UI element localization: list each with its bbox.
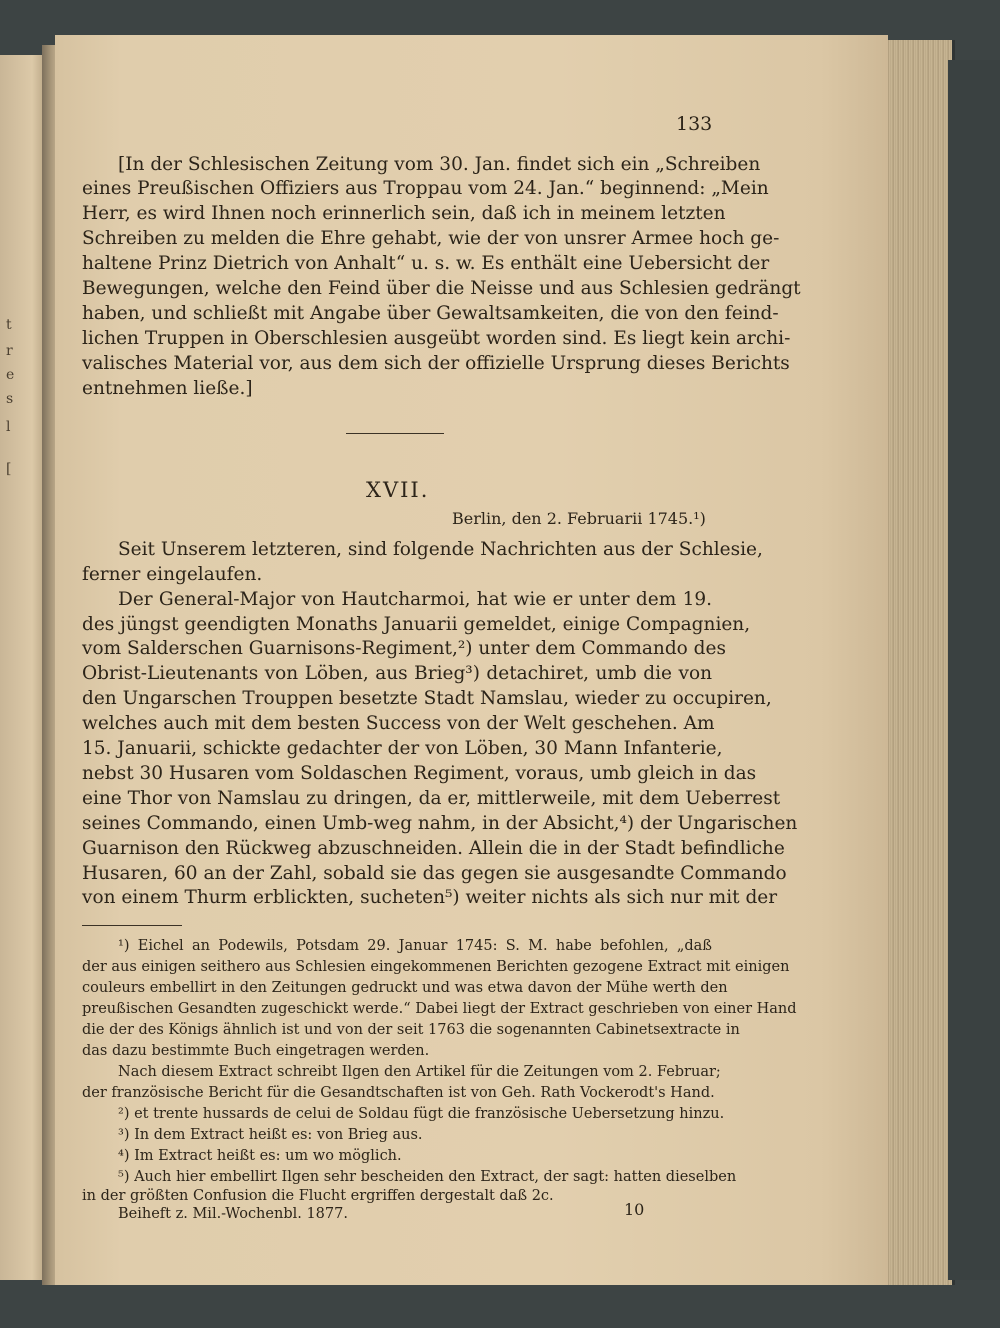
page-number: 133 <box>676 113 713 135</box>
paragraph-line: eine Thor von Namslau zu dringen, da er, mittlerweile, mit dem Ueberrest <box>82 788 781 809</box>
footer-signature: Beiheft z. Mil.-Wochenbl. 1877. <box>118 1206 348 1222</box>
left-page-fragment: e <box>6 367 15 383</box>
footnote-line: der aus einigen seithero aus Schlesien eingekommenen Berichten gezogene Extract mit einigen <box>82 959 790 975</box>
intro-line: lichen Truppen in Oberschlesien ausgeübt worden sind. Es liegt kein archi- <box>82 328 791 349</box>
intro-line: haltene Prinz Dietrich von Anhalt“ u. s. w. Es enthält eine Uebersicht der <box>82 253 770 274</box>
intro-line: eines Preußischen Offiziers aus Troppau vom 24. Jan.“ beginnend: „Mein <box>82 178 769 199</box>
paragraph-line: 15. Januarii, schickte gedachter der von Löben, 30 Mann Infanterie, <box>82 738 723 759</box>
footnote-3: ³) In dem Extract heißt es: von Brieg aus. <box>118 1127 423 1143</box>
paragraph-line: Husaren, 60 an der Zahl, sobald sie das gegen sie ausgesandte Commando <box>82 863 787 884</box>
left-page-fragment: t <box>6 317 12 333</box>
footnote-line: Nach diesem Extract schreibt Ilgen den Artikel für die Zeitungen vom 2. Februar; <box>118 1064 721 1080</box>
footnote-5: ⁵) Auch hier embellirt Ilgen sehr bescheiden den Extract, der sagt: hatten dieselben <box>118 1169 737 1185</box>
intro-line: Schreiben zu melden die Ehre gehabt, wie der von unsrer Armee hoch ge- <box>82 228 780 249</box>
footnote-line: preußischen Gesandten zugeschickt werde.“ Dabei liegt der Extract geschrieben von einer Hand <box>82 1001 797 1017</box>
footnote-rule <box>82 925 182 926</box>
footnote-5: in der größten Confusion die Flucht ergriffen dergestalt daß 2c. <box>82 1188 554 1204</box>
footer-sheet-number: 10 <box>624 1200 645 1219</box>
paragraph-line: nebst 30 Husaren vom Soldaschen Regiment, voraus, umb gleich in das <box>82 763 757 784</box>
intro-line: Herr, es wird Ihnen noch erinnerlich sein, daß ich in meinem letzten <box>82 203 726 224</box>
page-edges <box>880 40 955 1285</box>
left-page-fragment: l <box>6 419 11 435</box>
left-page-fragment: [ <box>6 461 12 477</box>
footnote-2: ²) et trente hussards de celui de Soldau fügt die französische Uebersetzung hinzu. <box>118 1106 725 1122</box>
footnote-line: der französische Bericht für die Gesandtschaften ist von Geh. Rath Vockerodt's Hand. <box>82 1085 715 1101</box>
left-page-fragment: r <box>6 343 13 359</box>
intro-line: haben, und schließt mit Angabe über Gewaltsamkeiten, die von den feind- <box>82 303 779 324</box>
paragraph-line: ferner eingelaufen. <box>82 564 263 585</box>
footnote-line: die der des Königs ähnlich ist und von der seit 1763 die sogenannten Cabinetsextracte in <box>82 1022 740 1038</box>
intro-line: [In der Schlesischen Zeitung vom 30. Jan. findet sich ein „Schreiben <box>118 154 761 175</box>
paragraph-line: Guarnison den Rückweg abzuschneiden. Allein die in der Stadt befindliche <box>82 838 785 859</box>
paragraph-line: von einem Thurm erblickten, sucheten⁵) weiter nichts als sich nur mit der <box>82 887 778 908</box>
paragraph-line: Obrist-Lieutenants von Löben, aus Brieg³) detachiret, umb die von <box>82 663 712 684</box>
section-separator <box>346 433 444 434</box>
footnote-line: ¹) Eichel an Podewils, Potsdam 29. Januar 1745: S. M. habe befohlen, „daß <box>118 938 712 954</box>
paragraph-line: Seit Unserem letzteren, sind folgende Nachrichten aus der Schlesie, <box>118 539 763 560</box>
paragraph-line: des jüngst geendigten Monaths Januarii gemeldet, einige Compagnien, <box>82 614 751 635</box>
intro-line: valisches Material vor, aus dem sich der offizielle Ursprung dieses Berichts <box>82 353 790 374</box>
paragraph-line: seines Commando, einen Umb-weg nahm, in der Absicht,⁴) der Ungarischen <box>82 813 798 834</box>
paragraph-line: Der General-Major von Hautcharmoi, hat wie er unter dem 19. <box>118 589 712 610</box>
left-page-edge <box>0 55 46 1280</box>
paragraph-line: den Ungarschen Trouppen besetzte Stadt Namslau, wieder zu occupiren, <box>82 688 772 709</box>
book-cover <box>948 60 1000 1280</box>
intro-line: entnehmen ließe.] <box>82 378 253 399</box>
footnote-4: ⁴) Im Extract heißt es: um wo möglich. <box>118 1148 402 1164</box>
footnote-line: couleurs embellirt in den Zeitungen gedruckt und was etwa davon der Mühe werth den <box>82 980 728 996</box>
paragraph-line: welches auch mit dem besten Success von der Welt geschehen. Am <box>82 713 715 734</box>
dateline: Berlin, den 2. Februarii 1745.¹) <box>452 509 706 528</box>
section-number: XVII. <box>366 478 430 502</box>
left-page-fragment: s <box>6 391 14 407</box>
paragraph-line: vom Salderschen Guarnisons-Regiment,²) unter dem Commando des <box>82 638 726 659</box>
footnote-line: das dazu bestimmte Buch eingetragen werden. <box>82 1043 430 1059</box>
intro-line: Bewegungen, welche den Feind über die Neisse und aus Schlesien gedrängt <box>82 278 801 299</box>
